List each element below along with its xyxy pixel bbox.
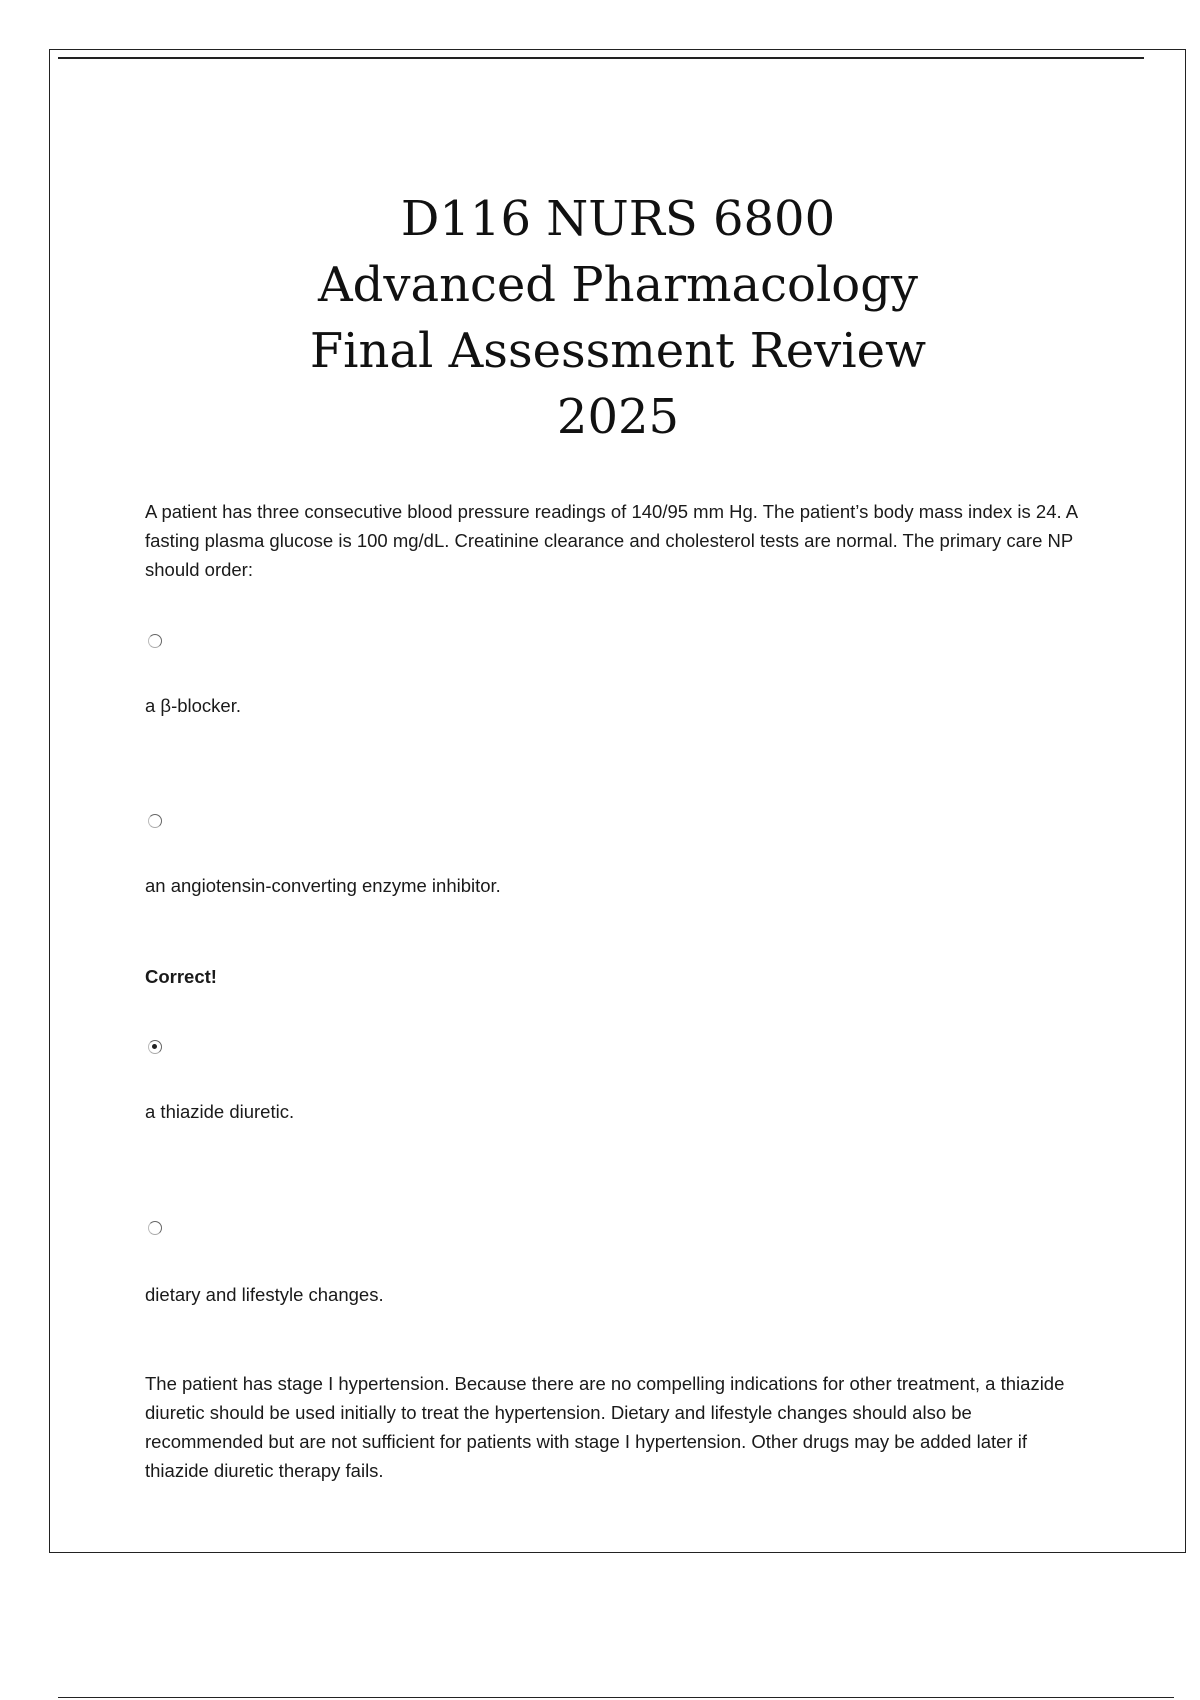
title-line-year: 2025	[556, 389, 680, 445]
option-label-2[interactable]: an angiotensin-converting enzyme inhibitor.	[145, 875, 501, 896]
option-label-1[interactable]: a β-blocker.	[145, 695, 241, 716]
title-line-subject: Advanced Pharmacology	[317, 257, 919, 313]
option-radio-4[interactable]	[148, 1221, 162, 1235]
title-line-course: D116 NURS 6800	[400, 191, 836, 247]
question-prompt: A patient has three consecutive blood pressure readings of 140/95 mm Hg. The patient’s body mass index is 24. A fasting plasma glucose is 100 mg/dL. Creatinine clearance and cholesterol tests are normal. The primary care NP should order:	[145, 501, 1078, 580]
option-radio-3-selected[interactable]	[148, 1040, 162, 1054]
option-label-3[interactable]: a thiazide diuretic.	[145, 1101, 295, 1122]
document-title	[0, 186, 1200, 450]
title-line-review: Final Assessment Review	[309, 323, 927, 379]
top-rule	[58, 57, 1144, 59]
option-radio-1[interactable]	[148, 634, 162, 648]
bottom-rule	[58, 1697, 1174, 1698]
option-label-4[interactable]: dietary and lifestyle changes.	[145, 1284, 384, 1305]
answer-explanation: The patient has stage I hypertension. Because there are no compelling indications for other treatment, a thiazide diuretic should be used initially to treat the hypertension. Dietary and lifestyle changes should also be recommended but are not sufficient for patients with stage I hypertension. Other drugs may be added later if thiazide diuretic therapy fails.	[145, 1373, 1065, 1481]
option-radio-2[interactable]	[148, 814, 162, 828]
correct-answer-label: Correct!	[145, 966, 217, 987]
